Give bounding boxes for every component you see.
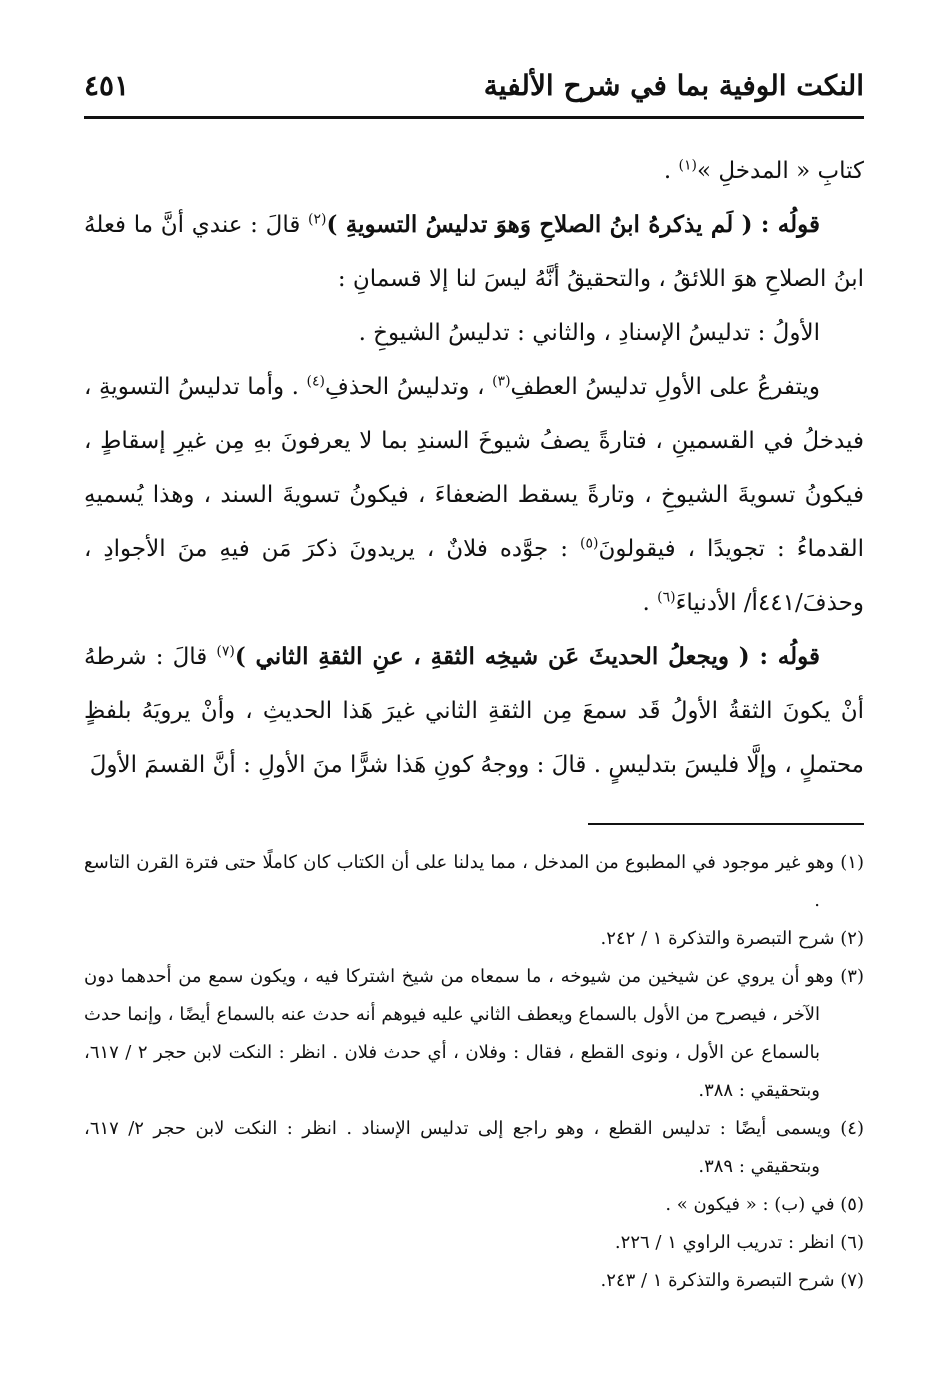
footnote-3: (٣) وهو أن يروي عن شيخين من شيوخه ، ما سمعاه من شيخ اشتركا فيه ، ويكون سمع من أحدهما دون الآخر ، فيصرح من الأول بالسماع ويعطف الثاني عليه فيوهم أنه حدث عنه بالسماع أيضًا ، وإنما حدث بالسماع عن الأول ، ونوى القطع ، فقال : وفلان ، أي حدث فلان . انظر : النكت لابن حجر ٢ / ٦١٧، وبتحقيقي : ٣٨٨. bbox=[84, 966, 864, 1101]
footnote-6: (٦) انظر : تدريب الراوي ١ / ٢٢٦. bbox=[614, 1232, 864, 1253]
main-text bbox=[84, 144, 864, 792]
footnote-ref-4: (٤) bbox=[306, 373, 325, 390]
footnote-2: (٢) شرح التبصرة والتذكرة ١ / ٢٤٢. bbox=[600, 928, 864, 949]
quoted-text: ( لَم يذكرهُ ابنُ الصلاحِ وَهوَ تدليسُ التسويةِ ) bbox=[326, 211, 753, 238]
paragraph-3: الأولُ : تدليسُ الإسنادِ ، والثاني : تدليسُ الشيوخِ . bbox=[358, 320, 820, 346]
footnote-ref-2: (٢) bbox=[308, 211, 327, 228]
footnotes bbox=[84, 844, 864, 1300]
footnote-ref-3: (٣) bbox=[492, 373, 511, 390]
footnote-ref-6: (٦) bbox=[657, 589, 676, 606]
footnote-ref-7: (٧) bbox=[216, 643, 235, 660]
footnote-5: (٥) في (ب) : « فيكون » . bbox=[665, 1194, 864, 1215]
footnote-ref-1: (١) bbox=[678, 157, 697, 174]
page-number: ٤٥١ bbox=[84, 69, 130, 102]
running-header bbox=[84, 64, 864, 108]
quoted-text: ( ويجعلُ الحديثَ عَن شيخِه الثقةِ ، عنِ الثقةِ الثاني ) bbox=[234, 643, 750, 670]
footnote-7: (٧) شرح التبصرة والتذكرة ١ / ٢٤٣. bbox=[600, 1270, 864, 1291]
footnote-ref-5: (٥) bbox=[579, 535, 599, 552]
header-divider bbox=[84, 116, 864, 119]
paragraph-2: قولُه : ( لَم يذكرهُ ابنُ الصلاحِ وَهوَ تدليسُ التسويةِ )$^{(٢)}$ قالَ : عندي أنَّ ما فعلهُ ابنُ الصلاحِ هوَ اللائقُ ، والتحقيقُ أنَّهُ ليسَ لنا إلا قسمانِ : bbox=[84, 211, 864, 292]
footnote-divider bbox=[588, 823, 864, 825]
footnote-4: (٤) ويسمى أيضًا : تدليس القطع ، وهو راجع إلى تدليس الإسناد . انظر : النكت لابن حجر ٢/ ٦١٧، وبتحقيقي : ٣٨٩. bbox=[84, 1118, 864, 1177]
footnote-1: (١) وهو غير موجود في المطبوع من المدخل ، مما يدلنا على أن الكتاب كان كاملًا حتى فترة القرن التاسع . bbox=[84, 852, 864, 911]
paragraph-5: قولُه : ( ويجعلُ الحديثَ عَن شيخِه الثقةِ ، عنِ الثقةِ الثاني )$^{(٧)}$ قالَ : شرطهُ أنْ يكونَ الثقةُ الأولُ قَد سمعَ مِن الثقةِ الثاني غيرَ هَذا الحديثِ ، وأنْ يرويَهُ بلفظٍ محتملٍ ، وإلَّا فليسَ بتدليسٍ . قالَ : ووجهُ كونِ هَذا شرًّا منَ الأولِ : أنَّ القسمَ الأولَ bbox=[84, 643, 864, 778]
paragraph-1: كتابِ « المدخلِ »$^{(١)}$ . bbox=[663, 157, 864, 184]
header-title: النكت الوفية بما في شرح الألفية bbox=[483, 69, 864, 102]
paragraph-4: ويتفرعُ على الأولِ تدليسُ العطفِ$^{(٣)}$ ، وتدليسُ الحذفِ$^{(٤)}$ . وأما تدليسُ التسويةِ ، فيدخلُ في القسمينِ ، فتارةً يصفُ شيوخَ السندِ بما لا يعرفونَ بهِ مِن غيرِ إسقاطٍ ، فيكونُ تسويةَ الشيوخِ ، وتارةً يسقط الضعفاءَ ، فيكونُ تسويةَ السند ، وهذا يُسميهِ القدماءُ : تجويدًا ، فيقولونَ$^{(٥)}$ : جوَّده فلانٌ ، يريدونَ ذكرَ مَن فيهِ منَ الأجوادِ ، وحذفَ/٤٤١أ/ الأدنياءَ$^{(٦)}$ . bbox=[84, 373, 864, 616]
